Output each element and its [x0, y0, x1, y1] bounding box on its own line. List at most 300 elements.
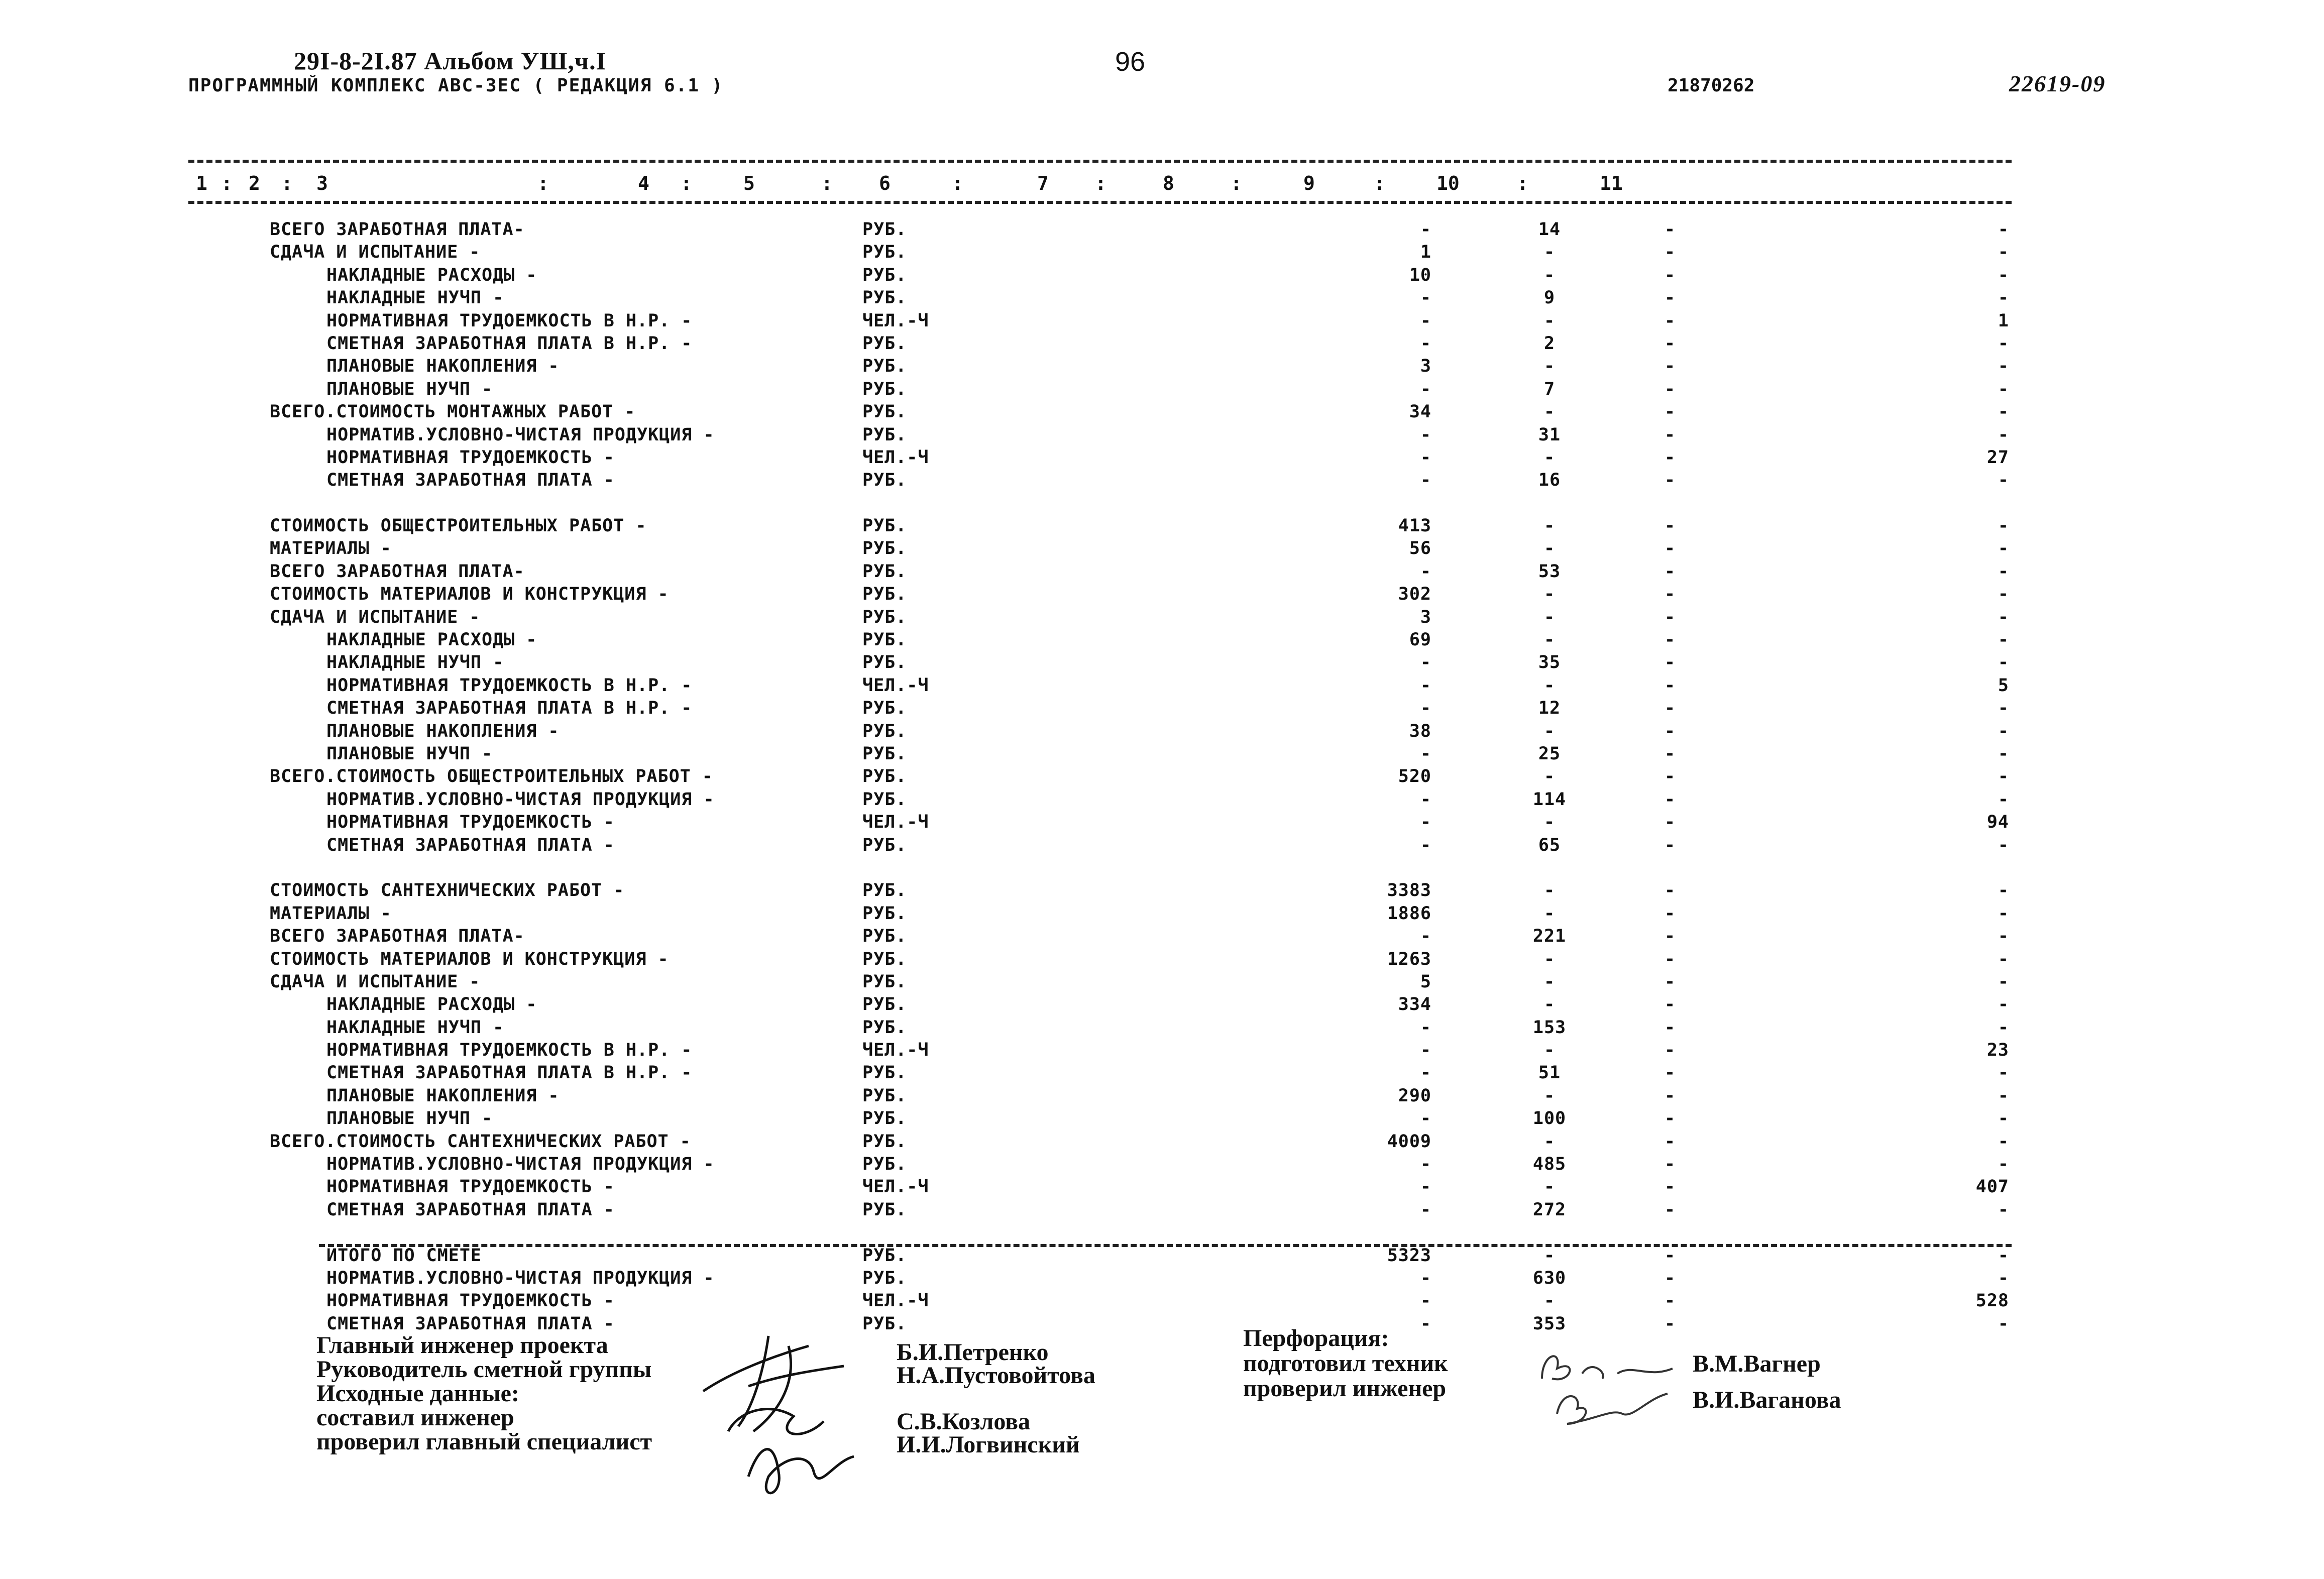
- col11-value: -: [1998, 652, 2009, 673]
- table-row: [0, 470, 2324, 493]
- signature-role: Руководитель сметной группы: [316, 1356, 652, 1383]
- col8-value: 16: [1538, 470, 1561, 491]
- table-row: [0, 516, 2324, 538]
- col9-value: -: [1664, 607, 1676, 627]
- table-row: [0, 1108, 2324, 1131]
- col9-value: -: [1664, 1085, 1676, 1106]
- col9-value: -: [1664, 1245, 1676, 1266]
- col7-value: -: [1420, 926, 1431, 947]
- col8-value: -: [1543, 949, 1556, 969]
- col11-value: -: [1998, 1131, 2009, 1152]
- row-unit: ЧЕЛ.-Ч: [862, 447, 929, 468]
- col9-value: -: [1664, 356, 1676, 377]
- col8-value: 12: [1538, 698, 1561, 719]
- album-reference: 29I-8-2I.87 Альбом УШ,ч.I: [294, 47, 607, 75]
- col11-value: -: [1998, 698, 2009, 719]
- col8-value: 221: [1532, 926, 1567, 947]
- col7-value: -: [1420, 1154, 1431, 1175]
- col9-value: -: [1664, 447, 1676, 468]
- row-unit: РУБ.: [862, 379, 907, 399]
- col7-value: -: [1420, 333, 1431, 354]
- table-row: [0, 1086, 2324, 1108]
- col11-value: -: [1998, 424, 2009, 445]
- row-unit: РУБ.: [862, 584, 907, 605]
- col7-value: -: [1420, 1313, 1431, 1334]
- col8-value: -: [1543, 584, 1556, 605]
- table-row: [0, 538, 2324, 561]
- col8-value: 51: [1538, 1063, 1561, 1083]
- col9-value: -: [1664, 1131, 1676, 1152]
- table-row: [0, 835, 2324, 858]
- table-row: [0, 242, 2324, 265]
- row-name: НОРМАТИВНАЯ ТРУДОЕМКОСТЬ В Н.Р. -: [326, 1040, 693, 1061]
- column-separator: :: [681, 172, 692, 194]
- row-unit: РУБ.: [862, 652, 907, 673]
- col8-value: 9: [1543, 288, 1556, 308]
- table-row: [0, 698, 2324, 721]
- row-unit: РУБ.: [862, 288, 907, 308]
- row-name: НОРМАТИВНАЯ ТРУДОЕМКОСТЬ -: [326, 1177, 615, 1197]
- column-separator: :: [952, 172, 963, 194]
- row-unit: РУБ.: [862, 424, 907, 445]
- row-name: НОРМАТИВНАЯ ТРУДОЕМКОСТЬ -: [326, 812, 615, 833]
- signature-names-left: [897, 1341, 1095, 1456]
- col7-value: 1263: [1387, 949, 1431, 969]
- col7-value: 290: [1398, 1085, 1431, 1106]
- col8-value: -: [1543, 1245, 1556, 1266]
- col11-value: -: [1998, 470, 2009, 491]
- table-row: [0, 607, 2324, 630]
- row-unit: РУБ.: [862, 1199, 907, 1220]
- col8-value: -: [1543, 402, 1556, 422]
- col9-value: -: [1664, 903, 1676, 924]
- row-unit: РУБ.: [862, 1245, 907, 1266]
- col7-value: 3383: [1387, 880, 1431, 901]
- table-gap: [0, 493, 2324, 516]
- col9-value: -: [1664, 1177, 1676, 1197]
- col9-value: -: [1664, 1199, 1676, 1220]
- table-row: [0, 926, 2324, 949]
- col7-value: 413: [1398, 516, 1431, 536]
- signature-roles-right: [1243, 1326, 1448, 1401]
- column-number: 3: [316, 172, 328, 194]
- col8-value: 35: [1538, 652, 1561, 673]
- row-unit: ЧЕЛ.-Ч: [862, 675, 929, 696]
- col7-value: -: [1420, 561, 1431, 582]
- col11-value: -: [1998, 379, 2009, 399]
- col9-value: -: [1664, 652, 1676, 673]
- col9-value: -: [1664, 265, 1676, 285]
- row-name: НОРМАТИВНАЯ ТРУДОЕМКОСТЬ -: [326, 1291, 615, 1311]
- row-name: НОРМАТИВ.УСЛОВНО-ЧИСТАЯ ПРОДУКЦИЯ -: [326, 1268, 715, 1288]
- col11-value: -: [1998, 242, 2009, 263]
- table-row: [0, 949, 2324, 972]
- col9-value: -: [1664, 1154, 1676, 1175]
- signature-name: В.И.Ваганова: [1693, 1387, 1841, 1413]
- column-separator: :: [281, 172, 293, 194]
- row-unit: РУБ.: [862, 1108, 907, 1129]
- row-name: НАКЛАДНЫЕ РАСХОДЫ -: [326, 265, 537, 285]
- row-name: ПЛАНОВЫЕ НАКОПЛЕНИЯ -: [326, 1085, 560, 1106]
- row-unit: РУБ.: [862, 561, 907, 582]
- col8-value: -: [1543, 721, 1556, 741]
- col8-value: 7: [1543, 379, 1556, 399]
- row-name: ВСЕГО ЗАРАБОТНАЯ ПЛАТА-: [270, 219, 525, 240]
- col8-value: 272: [1532, 1199, 1567, 1220]
- table-row: [0, 1018, 2324, 1040]
- col7-value: 5323: [1387, 1245, 1431, 1266]
- col7-value: -: [1420, 424, 1431, 445]
- totals-separator-rule: [319, 1244, 2012, 1247]
- col9-value: -: [1664, 994, 1676, 1015]
- col8-value: -: [1543, 265, 1556, 285]
- table-row: [0, 1268, 2324, 1291]
- table-row: [0, 652, 2324, 675]
- signature-name: И.И.Логвинский: [897, 1431, 1080, 1458]
- col8-value: -: [1543, 310, 1556, 331]
- col9-value: -: [1664, 1108, 1676, 1129]
- row-name: НАКЛАДНЫЕ НУЧП -: [326, 1017, 504, 1038]
- col11-value: -: [1998, 402, 2009, 422]
- row-name: СМЕТНАЯ ЗАРАБОТНАЯ ПЛАТА -: [326, 1313, 615, 1334]
- col7-value: -: [1420, 835, 1431, 855]
- col11-value: -: [1998, 1268, 2009, 1288]
- col8-value: -: [1543, 538, 1556, 559]
- document-code: 21870262: [1668, 75, 1755, 96]
- row-unit: РУБ.: [862, 1313, 907, 1334]
- column-separator: :: [1231, 172, 1242, 194]
- col8-value: -: [1543, 447, 1556, 468]
- row-name: НОРМАТИВНАЯ ТРУДОЕМКОСТЬ В Н.Р. -: [326, 310, 693, 331]
- table-row: [0, 402, 2324, 424]
- col11-value: -: [1998, 219, 2009, 240]
- col9-value: -: [1664, 675, 1676, 696]
- table-row: [0, 744, 2324, 766]
- col11-value: -: [1998, 994, 2009, 1015]
- row-name: СМЕТНАЯ ЗАРАБОТНАЯ ПЛАТА -: [326, 835, 615, 855]
- col11-value: -: [1998, 1245, 2009, 1266]
- col7-value: -: [1420, 1063, 1431, 1083]
- col8-value: 153: [1532, 1017, 1567, 1038]
- col11-value: -: [1998, 630, 2009, 650]
- table-row: [0, 1154, 2324, 1177]
- col11-value: -: [1998, 1063, 2009, 1083]
- table-row: [0, 972, 2324, 994]
- table-row: [0, 790, 2324, 812]
- col8-value: 100: [1532, 1108, 1567, 1129]
- col9-value: -: [1664, 1268, 1676, 1288]
- row-name: СМЕТНАЯ ЗАРАБОТНАЯ ПЛАТА -: [326, 470, 615, 491]
- row-name: СМЕТНАЯ ЗАРАБОТНАЯ ПЛАТА В Н.Р. -: [326, 1063, 693, 1083]
- col11-value: -: [1998, 903, 2009, 924]
- col9-value: -: [1664, 1313, 1676, 1334]
- row-unit: РУБ.: [862, 516, 907, 536]
- row-unit: РУБ.: [862, 265, 907, 285]
- row-name: СТОИМОСТЬ САНТЕХНИЧЕСКИХ РАБОТ -: [270, 880, 625, 901]
- table-row: [0, 1200, 2324, 1222]
- table-row: [0, 1040, 2324, 1063]
- row-unit: РУБ.: [862, 743, 907, 764]
- col9-value: -: [1664, 721, 1676, 741]
- row-name: НОРМАТИВ.УСЛОВНО-ЧИСТАЯ ПРОДУКЦИЯ -: [326, 424, 715, 445]
- col11-value: 1: [1998, 310, 2009, 331]
- column-number: 4: [638, 172, 649, 194]
- col8-value: 53: [1538, 561, 1561, 582]
- col7-value: -: [1420, 1268, 1431, 1288]
- table-row: [0, 356, 2324, 379]
- row-unit: РУБ.: [862, 1063, 907, 1083]
- column-separator: :: [221, 172, 233, 194]
- estimate-table: [0, 219, 2324, 1336]
- col8-value: 485: [1532, 1154, 1567, 1175]
- row-unit: ЧЕЛ.-Ч: [862, 1291, 929, 1311]
- row-unit: РУБ.: [862, 1085, 907, 1106]
- handwritten-signature-engineer: [1547, 1379, 1678, 1434]
- row-unit: РУБ.: [862, 356, 907, 377]
- col9-value: -: [1664, 1017, 1676, 1038]
- row-name: ПЛАНОВЫЕ НАКОПЛЕНИЯ -: [326, 356, 560, 377]
- row-unit: РУБ.: [862, 1154, 907, 1175]
- col9-value: -: [1664, 242, 1676, 263]
- col8-value: -: [1543, 1131, 1556, 1152]
- table-row: [0, 265, 2324, 288]
- col7-value: -: [1420, 812, 1431, 833]
- table-row: [0, 766, 2324, 789]
- col11-value: -: [1998, 538, 2009, 559]
- row-name: СТОИМОСТЬ МАТЕРИАЛОВ И КОНСТРУКЦИЯ -: [270, 584, 669, 605]
- col9-value: -: [1664, 743, 1676, 764]
- table-row: [0, 447, 2324, 470]
- table-row: [0, 288, 2324, 310]
- col9-value: -: [1664, 949, 1676, 969]
- row-unit: РУБ.: [862, 994, 907, 1015]
- col8-value: 2: [1543, 333, 1556, 354]
- col7-value: -: [1420, 652, 1431, 673]
- col8-value: -: [1543, 1085, 1556, 1106]
- row-unit: РУБ.: [862, 402, 907, 422]
- col9-value: -: [1664, 379, 1676, 399]
- col11-value: -: [1998, 971, 2009, 992]
- col7-value: 34: [1409, 402, 1431, 422]
- col7-value: -: [1420, 219, 1431, 240]
- row-name: СДАЧА И ИСПЫТАНИЕ -: [270, 971, 481, 992]
- signature-name: Н.А.Пустовойтова: [897, 1362, 1095, 1389]
- column-number: 8: [1163, 172, 1174, 194]
- row-name: ИТОГО ПО СМЕТЕ: [326, 1245, 482, 1266]
- column-number: 11: [1600, 172, 1623, 194]
- signature-role: составил инженер: [316, 1404, 514, 1431]
- row-name: ПЛАНОВЫЕ НАКОПЛЕНИЯ -: [326, 721, 560, 741]
- col7-value: -: [1420, 789, 1431, 810]
- row-name: НОРМАТИВНАЯ ТРУДОЕМКОСТЬ -: [326, 447, 615, 468]
- col8-value: -: [1543, 1040, 1556, 1061]
- col9-value: -: [1664, 1291, 1676, 1311]
- row-name: НОРМАТИВНАЯ ТРУДОЕМКОСТЬ В Н.Р. -: [326, 675, 693, 696]
- col11-value: -: [1998, 721, 2009, 741]
- col11-value: -: [1998, 333, 2009, 354]
- row-name: ВСЕГО.СТОИМОСТЬ МОНТАЖНЫХ РАБОТ -: [270, 402, 636, 422]
- col9-value: -: [1664, 971, 1676, 992]
- col7-value: -: [1420, 675, 1431, 696]
- table-gap: [0, 858, 2324, 880]
- col7-value: 334: [1398, 994, 1431, 1015]
- column-number: 1: [196, 172, 207, 194]
- row-unit: РУБ.: [862, 926, 907, 947]
- col7-value: 1: [1420, 242, 1431, 263]
- col8-value: -: [1543, 971, 1556, 992]
- table-row: [0, 1063, 2324, 1085]
- table-row: [0, 1246, 2324, 1268]
- col8-value: -: [1543, 1177, 1556, 1197]
- row-name: ПЛАНОВЫЕ НУЧП -: [326, 379, 493, 399]
- table-row: [0, 904, 2324, 926]
- col8-value: -: [1543, 356, 1556, 377]
- table-row: [0, 584, 2324, 607]
- row-name: ВСЕГО ЗАРАБОТНАЯ ПЛАТА-: [270, 561, 525, 582]
- signature-role: проверил инженер: [1243, 1375, 1447, 1402]
- col9-value: -: [1664, 561, 1676, 582]
- col9-value: -: [1664, 288, 1676, 308]
- col8-value: 353: [1532, 1313, 1567, 1334]
- row-unit: РУБ.: [862, 607, 907, 627]
- col11-value: -: [1998, 1199, 2009, 1220]
- col7-value: 69: [1409, 630, 1431, 650]
- col7-value: -: [1420, 379, 1431, 399]
- row-unit: РУБ.: [862, 242, 907, 263]
- row-unit: РУБ.: [862, 766, 907, 787]
- col7-value: -: [1420, 288, 1431, 308]
- row-unit: РУБ.: [862, 903, 907, 924]
- row-unit: РУБ.: [862, 538, 907, 559]
- column-number: 2: [249, 172, 260, 194]
- col11-value: 528: [1975, 1291, 2009, 1311]
- column-number: 7: [1037, 172, 1049, 194]
- col9-value: -: [1664, 538, 1676, 559]
- row-name: НОРМАТИВ.УСЛОВНО-ЧИСТАЯ ПРОДУКЦИЯ -: [326, 1154, 715, 1175]
- col11-value: -: [1998, 607, 2009, 627]
- row-unit: РУБ.: [862, 333, 907, 354]
- col11-value: 23: [1986, 1040, 2009, 1061]
- table-row: [0, 721, 2324, 744]
- row-unit: РУБ.: [862, 698, 907, 719]
- signature-role: проверил главный специалист: [316, 1428, 652, 1455]
- col8-value: -: [1543, 766, 1556, 787]
- row-unit: РУБ.: [862, 835, 907, 855]
- signature-role: Исходные данные:: [316, 1380, 519, 1407]
- col9-value: -: [1664, 698, 1676, 719]
- signature-name: [897, 1387, 1095, 1410]
- table-row: [0, 311, 2324, 333]
- row-name: ПЛАНОВЫЕ НУЧП -: [326, 1108, 493, 1129]
- col11-value: 94: [1986, 812, 2009, 833]
- table-row: [0, 333, 2324, 356]
- row-name: СТОИМОСТЬ ОБЩЕСТРОИТЕЛЬНЫХ РАБОТ -: [270, 516, 647, 536]
- col11-value: -: [1998, 743, 2009, 764]
- col11-value: -: [1998, 835, 2009, 855]
- col8-value: -: [1543, 994, 1556, 1015]
- table-gap: [0, 1222, 2324, 1245]
- col11-value: -: [1998, 1085, 2009, 1106]
- col8-value: 114: [1532, 789, 1567, 810]
- row-name: СМЕТНАЯ ЗАРАБОТНАЯ ПЛАТА В Н.Р. -: [326, 333, 693, 354]
- col7-value: -: [1420, 1177, 1431, 1197]
- col11-value: -: [1998, 766, 2009, 787]
- col11-value: -: [1998, 584, 2009, 605]
- table-row: [0, 561, 2324, 584]
- col7-value: 302: [1398, 584, 1431, 605]
- col7-value: -: [1420, 447, 1431, 468]
- col11-value: -: [1998, 288, 2009, 308]
- col8-value: -: [1543, 880, 1556, 901]
- table-top-rule: [188, 160, 2012, 163]
- table-row: [0, 630, 2324, 652]
- row-name: НОРМАТИВ.УСЛОВНО-ЧИСТАЯ ПРОДУКЦИЯ -: [326, 789, 715, 810]
- col7-value: 4009: [1387, 1131, 1431, 1152]
- row-unit: РУБ.: [862, 1017, 907, 1038]
- program-complex-title: ПРОГРАММНЫЙ КОМПЛЕКС АВС-ЗЕС ( РЕДАКЦИЯ 6.1 ): [188, 75, 724, 96]
- col9-value: -: [1664, 812, 1676, 833]
- signature-names-right: [1693, 1346, 1841, 1418]
- row-name: СМЕТНАЯ ЗАРАБОТНАЯ ПЛАТА -: [326, 1199, 615, 1220]
- col9-value: -: [1664, 835, 1676, 855]
- col7-value: 56: [1409, 538, 1431, 559]
- column-number-header: [191, 172, 2009, 200]
- col11-value: -: [1998, 926, 2009, 947]
- col9-value: -: [1664, 880, 1676, 901]
- row-unit: РУБ.: [862, 630, 907, 650]
- col7-value: 1886: [1387, 903, 1431, 924]
- col11-value: -: [1998, 265, 2009, 285]
- col7-value: -: [1420, 1108, 1431, 1129]
- handwritten-document-number: 22619-09: [2009, 71, 2106, 96]
- col11-value: 27: [1986, 447, 2009, 468]
- row-name: МАТЕРИАЛЫ -: [270, 903, 392, 924]
- col7-value: -: [1420, 1040, 1431, 1061]
- col11-value: -: [1998, 789, 2009, 810]
- col7-value: -: [1420, 1291, 1431, 1311]
- table-row: [0, 1132, 2324, 1154]
- signature-name: С.В.Козлова: [897, 1408, 1031, 1435]
- col11-value: -: [1998, 1017, 2009, 1038]
- col7-value: 5: [1420, 971, 1431, 992]
- col9-value: -: [1664, 470, 1676, 491]
- col7-value: 3: [1420, 607, 1431, 627]
- col8-value: -: [1543, 242, 1556, 263]
- col9-value: -: [1664, 310, 1676, 331]
- row-unit: РУБ.: [862, 880, 907, 901]
- col11-value: -: [1998, 516, 2009, 536]
- signature-role: Перфорация:: [1243, 1325, 1389, 1351]
- row-unit: РУБ.: [862, 971, 907, 992]
- row-name: НАКЛАДНЫЕ НУЧП -: [326, 652, 504, 673]
- row-name: СТОИМОСТЬ МАТЕРИАЛОВ И КОНСТРУКЦИЯ -: [270, 949, 669, 969]
- col7-value: -: [1420, 698, 1431, 719]
- col9-value: -: [1664, 926, 1676, 947]
- row-unit: РУБ.: [862, 789, 907, 810]
- signature-name: Б.И.Петренко: [897, 1339, 1049, 1366]
- col9-value: -: [1664, 424, 1676, 445]
- column-separator: :: [537, 172, 549, 194]
- col11-value: -: [1998, 1313, 2009, 1334]
- col9-value: -: [1664, 630, 1676, 650]
- col8-value: 31: [1538, 424, 1561, 445]
- col11-value: 5: [1998, 675, 2009, 696]
- row-unit: РУБ.: [862, 470, 907, 491]
- row-name: СМЕТНАЯ ЗАРАБОТНАЯ ПЛАТА В Н.Р. -: [326, 698, 693, 719]
- table-row: [0, 1177, 2324, 1199]
- column-separator: :: [1374, 172, 1385, 194]
- col7-value: -: [1420, 1017, 1431, 1038]
